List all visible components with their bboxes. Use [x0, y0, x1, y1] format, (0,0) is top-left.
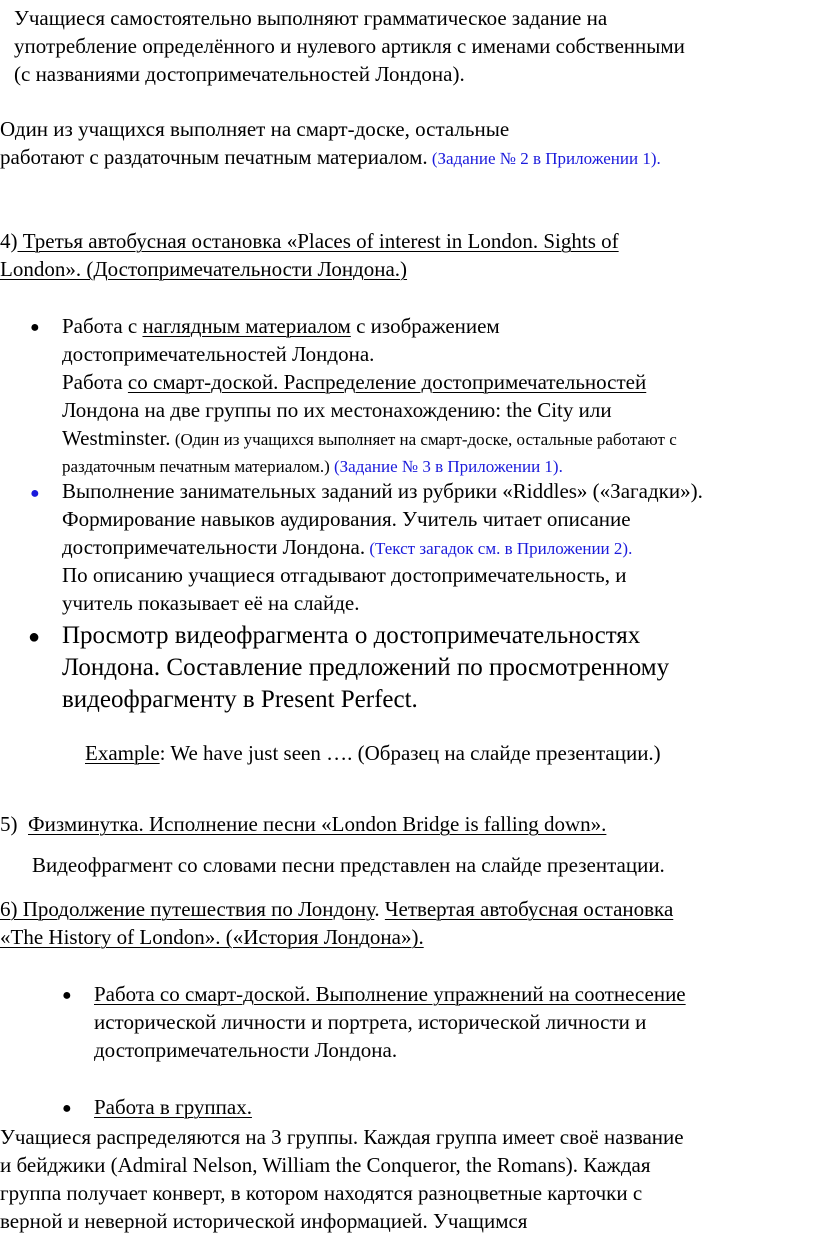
smartboard-line-2 [0, 143, 661, 173]
bullet-6-2-line-1: Работа в группах. [94, 1095, 252, 1119]
bullet-1-line-4: Лондона на две группы по их местонахождению: the City или [62, 398, 612, 422]
example-line [85, 739, 661, 767]
bullet-3-line-1: Просмотр видеофрагмента о достопримечательностях [62, 622, 641, 649]
appendix-reference: (Задание № 3 в Приложении 1). [329, 457, 563, 476]
bullet-3-line-3: видеофрагменту в Present Perfect. [62, 686, 418, 713]
intro-line-3: (с названиями достопримечательностей Лондона). [14, 62, 465, 86]
text: Westminster. [62, 426, 171, 450]
bullet-6-1-line-1: Работа со смарт-доской. Выполнение упражнений на соотнесение [94, 982, 686, 1006]
bullet-1-line-1 [62, 312, 500, 340]
bullet-6-1-line-2: исторической личности и портрета, исторической личности и [94, 1010, 647, 1034]
section-5-number: 5) [0, 812, 18, 836]
underlined-text: со смарт-доской. Распределение достопримечательностей [127, 370, 647, 394]
text: Работа [62, 370, 128, 394]
section-4-heading [0, 227, 619, 255]
appendix-reference: (Текст загадок см. в Приложении 2). [365, 539, 633, 558]
intro-line-2: употребление определённого и нулевого артикля с именами собственными [14, 34, 685, 58]
groups-line-4: верной и неверной исторической информацией. Учащимся [0, 1209, 528, 1233]
bullet-1-line-3 [62, 368, 646, 396]
section-6-title: 6) Продолжение путешествия по Лондону [0, 897, 375, 921]
text: . [374, 897, 380, 921]
groups-line-2: и бейджики (Admiral Nelson, William the Conqueror, the Romans). Каждая [0, 1153, 651, 1177]
appendix-reference: (Задание № 2 в Приложении 1). [427, 149, 661, 168]
text: достопримечательности Лондона. [62, 535, 366, 559]
note-text: (Один из учащихся выполняет на смарт-доске, остальные работают с [170, 430, 677, 449]
underlined-text: наглядным материалом [142, 314, 351, 338]
text: с изображением [350, 314, 500, 338]
bullet-icon: ● [30, 319, 40, 336]
bullet-icon: ● [62, 987, 72, 1004]
bullet-icon: ● [28, 626, 41, 648]
section-4-title: Третья автобусная остановка «Places of interest in London. Sights of [17, 229, 619, 253]
bullet-2-line-4: По описанию учащиеся отгадывают достопримечательность, и [62, 563, 627, 587]
example-text: : We have just seen …. (Образец на слайде презентации.) [159, 741, 661, 765]
smartboard-line-1: Один из учащихся выполняет на смарт-доске, остальные [0, 117, 510, 141]
groups-line-1: Учащиеся распределяются на 3 группы. Каждая группа имеет своё название [0, 1125, 684, 1149]
intro-line-1: Учащиеся самостоятельно выполняют грамматическое задание на [14, 6, 608, 30]
section-6-subtitle: Четвертая автобусная остановка [384, 897, 674, 921]
section-6-title-cont: «The History of London». («История Лондона»). [0, 925, 424, 949]
section-4-title-cont: London». (Достопримечательности Лондона.) [0, 257, 408, 281]
bullet-2-line-2: Формирование навыков аудирования. Учитель читает описание [62, 507, 631, 531]
bullet-3-line-2: Лондона. Составление предложений по просмотренному [62, 654, 670, 681]
section-5-heading [0, 810, 606, 838]
bullet-2-line-5: учитель показывает её на слайде. [62, 591, 360, 615]
example-label: Example [85, 741, 160, 765]
bullet-icon: ● [30, 485, 40, 502]
bullet-2-line-3 [62, 533, 632, 563]
bullet-6-1-line-3: достопримечательности Лондона. [94, 1038, 398, 1062]
section-5-description: Видеофрагмент со словами песни представлен на слайде презентации. [32, 853, 665, 877]
groups-line-3: группа получает конверт, в котором находятся разноцветные карточки с [0, 1181, 643, 1205]
section-5-title: Физминутка. Исполнение песни «London Bridge is falling down». [28, 812, 607, 836]
bullet-1-line-2: достопримечательностей Лондона. [62, 342, 375, 366]
bullet-1-line-5 [62, 424, 677, 454]
bullet-2-line-1: Выполнение занимательных заданий из рубрики «Riddles» («Загадки»). [62, 479, 703, 503]
bullet-icon: ● [62, 1100, 72, 1117]
section-4-number: 4) [0, 229, 18, 253]
text: Работа с [62, 314, 143, 338]
note-text: раздаточным печатным материалом.) [62, 457, 330, 476]
smartboard-text: работают с раздаточным печатным материалом. [0, 145, 428, 169]
section-6-heading [0, 895, 673, 923]
